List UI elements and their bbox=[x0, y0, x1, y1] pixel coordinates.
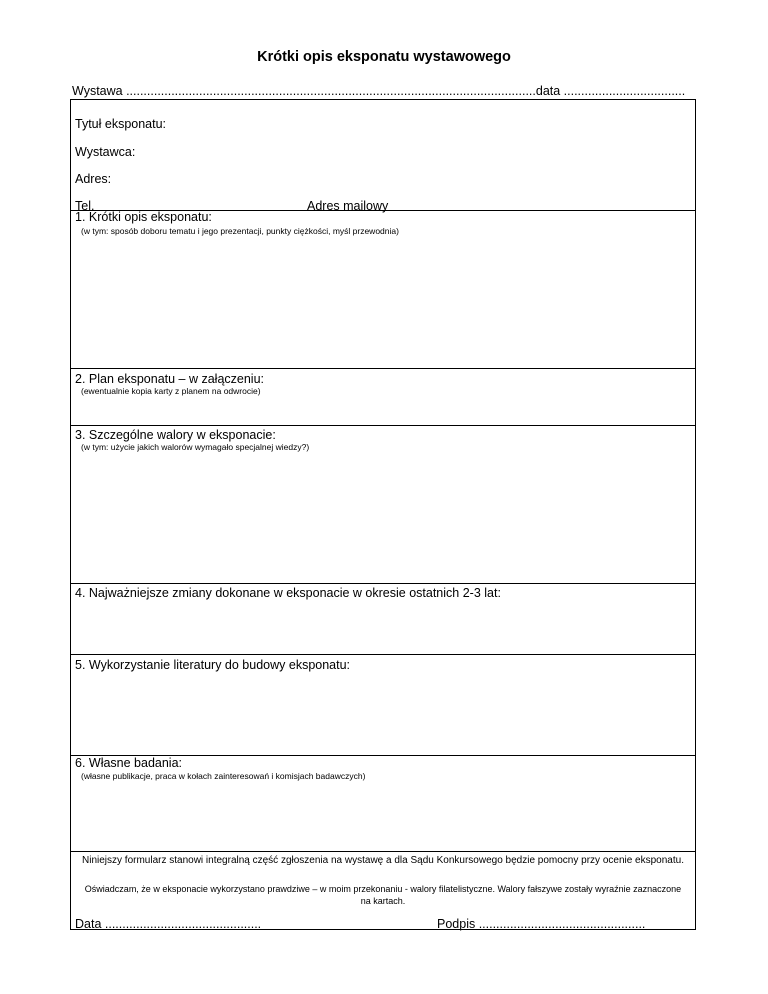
email-label: Adres mailowy bbox=[307, 199, 389, 213]
exhibit-title-label: Tytuł eksponatu: bbox=[75, 117, 167, 131]
section-2-note: (ewentualnie kopia karty z planem na odwrocie) bbox=[81, 386, 261, 396]
date-line: Data ............................................. bbox=[75, 917, 262, 931]
declaration-authenticity: Oświadczam, że w eksponacie wykorzystano prawdziwe – w moim przekonaniu - walory filatelistyczne. Walory fałszywe zostały wyraźnie zaznaczone na kartach. bbox=[84, 884, 682, 906]
form-title: Krótki opis eksponatu wystawowego bbox=[257, 49, 511, 65]
divider bbox=[71, 425, 695, 426]
section-6-title: 6. Własne badania: bbox=[75, 756, 183, 770]
section-5-title: 5. Wykorzystanie literatury do budowy eksponatu: bbox=[75, 658, 351, 672]
declaration-form-note: Niniejszy formularz stanowi integralną część zgłoszenia na wystawę a dla Sądu Konkursowego będzie pomocny przy ocenie eksponatu. bbox=[82, 855, 684, 866]
signature-line: Podpis ................................................ bbox=[437, 917, 646, 931]
exhibitor-label: Wystawca: bbox=[75, 145, 136, 159]
section-4-title: 4. Najważniejsze zmiany dokonane w eksponacie w okresie ostatnich 2-3 lat: bbox=[75, 586, 501, 600]
phone-label: Tel. bbox=[75, 199, 95, 213]
divider bbox=[71, 368, 695, 369]
divider bbox=[71, 851, 695, 852]
section-1-title: 1. Krótki opis eksponatu: bbox=[75, 210, 212, 224]
section-3-note: (w tym: użycie jakich walorów wymagało specjalnej wiedzy?) bbox=[81, 442, 310, 452]
divider bbox=[71, 654, 695, 655]
section-2-title: 2. Plan eksponatu – w załączeniu: bbox=[75, 372, 265, 386]
exhibition-date-line: Wystawa ......................................................................................................................data ................................... bbox=[72, 84, 686, 98]
section-3-title: 3. Szczególne walory w eksponacie: bbox=[75, 428, 276, 442]
form-box bbox=[70, 99, 696, 930]
section-1-note: (w tym: sposób doboru tematu i jego prezentacji, punkty ciężkości, myśl przewodnia) bbox=[81, 226, 399, 236]
section-6-note: (własne publikacje, praca w kołach zainteresowań i komisjach badawczych) bbox=[81, 771, 366, 781]
address-label: Adres: bbox=[75, 172, 112, 186]
divider bbox=[71, 583, 695, 584]
